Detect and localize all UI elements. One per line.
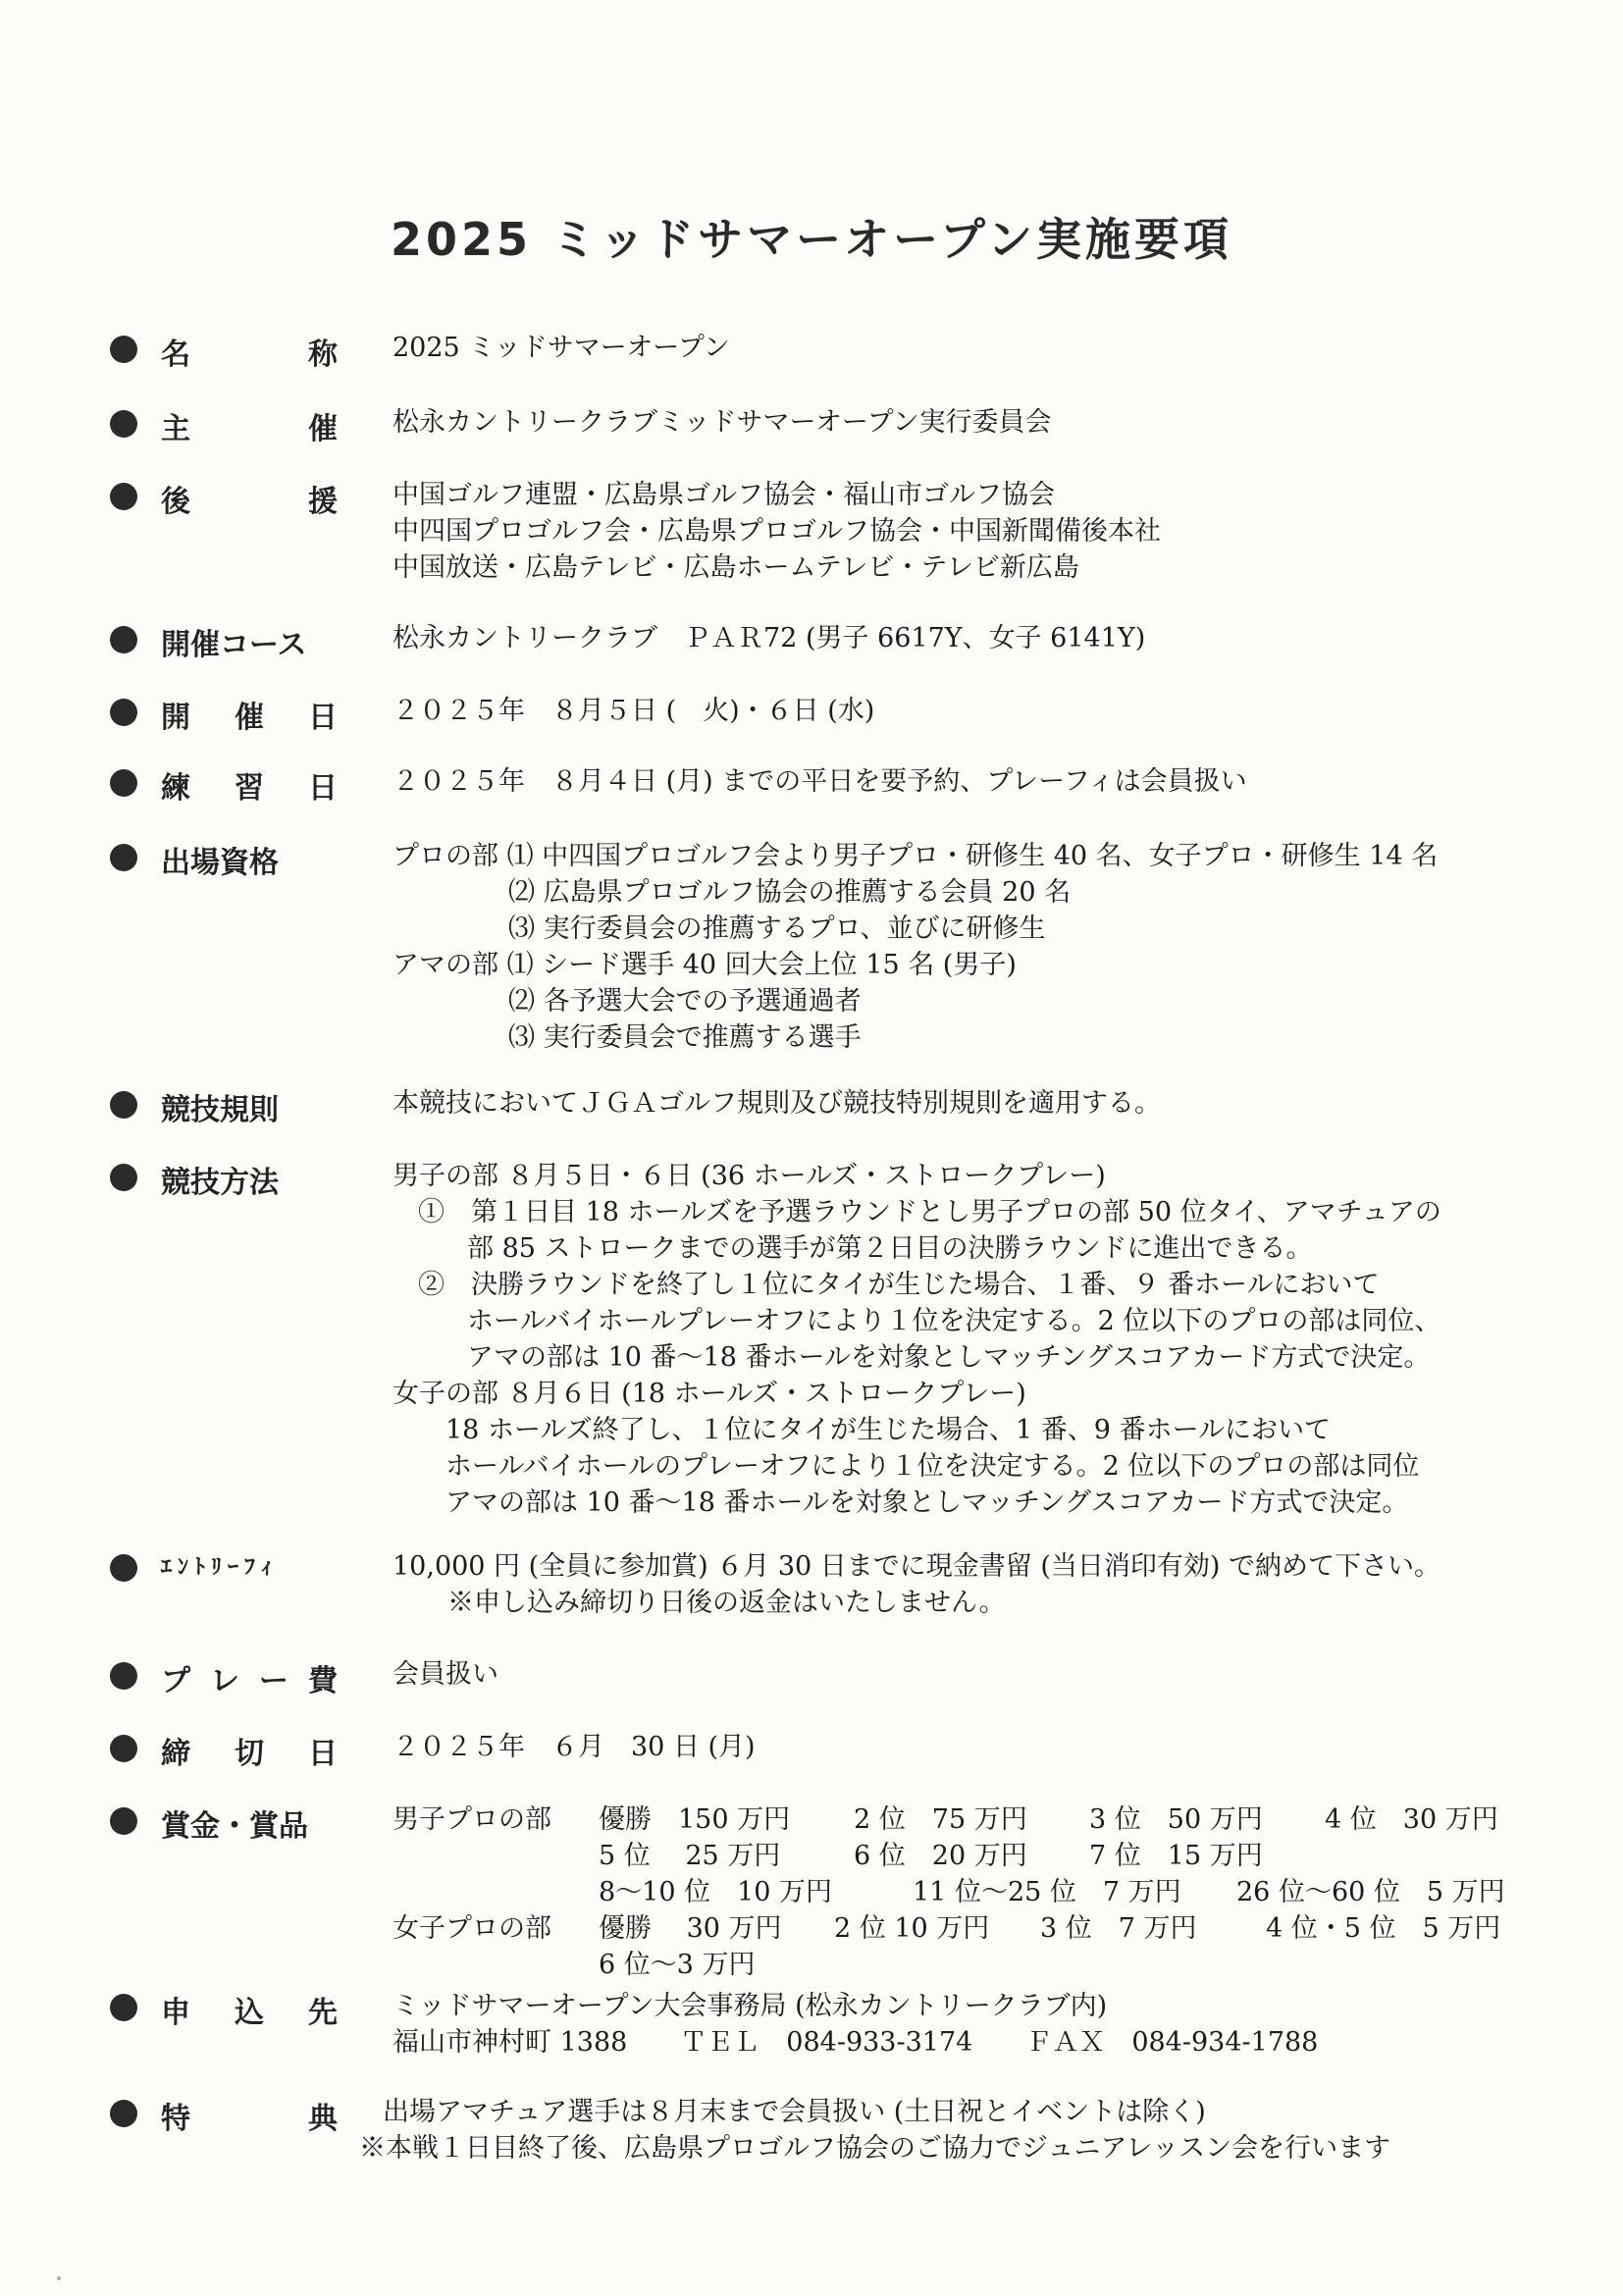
label-date: 開 催 日: [161, 701, 338, 735]
content-eligibility: プロの部 ⑴ 中四国プロゴルフ会より男子プロ・研修生 40 名、女子プロ・研修生 14 名 ⑵ 広島県プロゴルフ協会の推薦する会員 20 名 ⑶ 実行委員会の推薦するプロ、並びに研修生 アマの部 ⑴ シード選手 40 回大会上位 15 名 (男子) ⑵ 各予選大会での予選通過者 ⑶ 実行委員会で推薦する選手: [393, 841, 1439, 1053]
label-benefit: 特 典: [161, 2102, 338, 2136]
prize-row: 男子プロの部 優勝 150 万円 2 位 75 万円 3 位 50 万円 4 位 30 万円: [393, 1804, 1498, 1835]
label-eligibility: 出場資格: [161, 846, 279, 880]
bullet-icon: [110, 699, 137, 726]
label-playfee: プ レ ー 費: [161, 1664, 338, 1698]
bullet-icon: [110, 1662, 137, 1690]
content-support: 中国ゴルフ連盟・広島県ゴルフ協会・福山市ゴルフ協会 中四国プロゴルフ会・広島県プロゴルフ協会・中国新聞備後本社 中国放送・広島テレビ・広島ホームテレビ・テレビ新広島: [393, 480, 1161, 583]
content-date: ２０２５年 ８月５日 ( 火)・６日 (水): [393, 696, 875, 726]
label-prizes: 賞金・賞品: [161, 1809, 308, 1844]
content-entry: 10,000 円 (全員に参加賞) ６月 30 日までに現金書留 (当日消印有効) で納めて下さい。 ※申し込み締切り日後の返金はいたしません。: [393, 1551, 1441, 1618]
label-host: 主 催: [161, 412, 338, 446]
bullet-icon: [110, 336, 137, 363]
page-title: 2025 ミッドサマーオープン実施要項: [390, 213, 1233, 266]
bullet-icon: [110, 844, 137, 871]
label-deadline: 締 切 日: [161, 1737, 338, 1771]
label-course: 開催コース: [161, 628, 307, 662]
label-apply: 申 込 先: [161, 1996, 338, 2030]
bullet-icon: [110, 1164, 137, 1191]
content-playfee: 会員扱い: [393, 1659, 498, 1690]
prize-row: 女子プロの部 優勝 30 万円 2 位 10 万円 3 位 7 万円 4 位・5 位 5 万円: [393, 1913, 1501, 1944]
bullet-icon: [110, 483, 137, 510]
content-name: 2025 ミッドサマーオープン: [393, 333, 730, 363]
prize-row: 8～10 位 10 万円 11 位～25 位 7 万円 26 位～60 位 5 万円: [599, 1877, 1505, 1907]
bullet-icon: [110, 1735, 137, 1762]
bullet-icon: [110, 1807, 137, 1835]
label-entry: ｴﾝﾄﾘｰﾌｨ: [161, 1555, 279, 1580]
bullet-icon: [110, 1554, 137, 1582]
label-practice: 練 習 日: [161, 771, 338, 806]
content-host: 松永カントリークラブミッドサマーオープン実行委員会: [393, 407, 1052, 438]
bullet-icon: [110, 769, 137, 797]
scan-speck: [57, 2276, 61, 2280]
bullet-icon: [110, 2100, 137, 2127]
content-rules: 本競技においてＪＧＡゴルフ規則及び競技特別規則を適用する。: [393, 1088, 1161, 1119]
content-practice: ２０２５年 ８月４日 (月) までの平日を要予約、プレーフィは会員扱い: [393, 766, 1247, 797]
label-support: 後 援: [161, 485, 338, 519]
bullet-icon: [110, 1091, 137, 1119]
label-method: 競技方法: [161, 1166, 279, 1200]
prize-row: 5 位 25 万円 6 位 20 万円 7 位 15 万円: [599, 1841, 1263, 1871]
content-method: 男子の部 ８月５日・６日 (36 ホールズ・ストロークプレー) ① 第１日目 18 ホールズを予選ラウンドとし男子プロの部 50 位タイ、アマチュアの 部 85 ストロークまでの選手が第２日目の決勝ラウンドに進出できる。 ② 決勝ラウンドを終了し１位にタイが生じた場合、１番、９ 番ホールにおいて ホールバイホールプレーオフにより１位を決定する。2 位以下のプロの部は同位、 アマの部は 10 番～18 番ホールを対象としマッチングスコアカード方式で決定。 女子の部 ８月６日 (18 ホールズ・ストロークプレー) 18 ホールズ終了し、１位にタイが生じた場合、1 番、9 番ホールにおいて ホールバイホールのプレーオフにより１位を決定する。2 位以下のプロの部は同位 アマの部は 10 番～18 番ホールを対象としマッチングスコアカード方式で決定。: [393, 1161, 1441, 1518]
bullet-icon: [110, 410, 137, 438]
label-name: 名 称: [161, 338, 338, 372]
content-course: 松永カントリークラブ ＰＡＲ72 (男子 6617Y、女子 6141Y): [393, 623, 1146, 653]
content-apply: ミッドサマーオープン大会事務局 (松永カントリークラブ内) 福山市神村町 1388 ＴＥＬ 084-933-3174 ＦＡＸ 084-934-1788: [393, 1991, 1319, 2058]
prize-row: 6 位～3 万円: [599, 1950, 756, 1980]
bullet-icon: [110, 626, 137, 653]
content-benefit: 出場アマチュア選手は８月末まで会員扱い (土日祝とイベントは除く) ※本戦１日目終了後、広島県プロゴルフ協会のご協力でジュニアレッスン会を行います: [359, 2097, 1391, 2164]
bullet-icon: [110, 1994, 137, 2021]
label-rules: 競技規則: [161, 1093, 279, 1127]
content-deadline: ２０２５年 ６月 30 日 (月): [393, 1732, 756, 1762]
content-prizes: [393, 1801, 1521, 1983]
